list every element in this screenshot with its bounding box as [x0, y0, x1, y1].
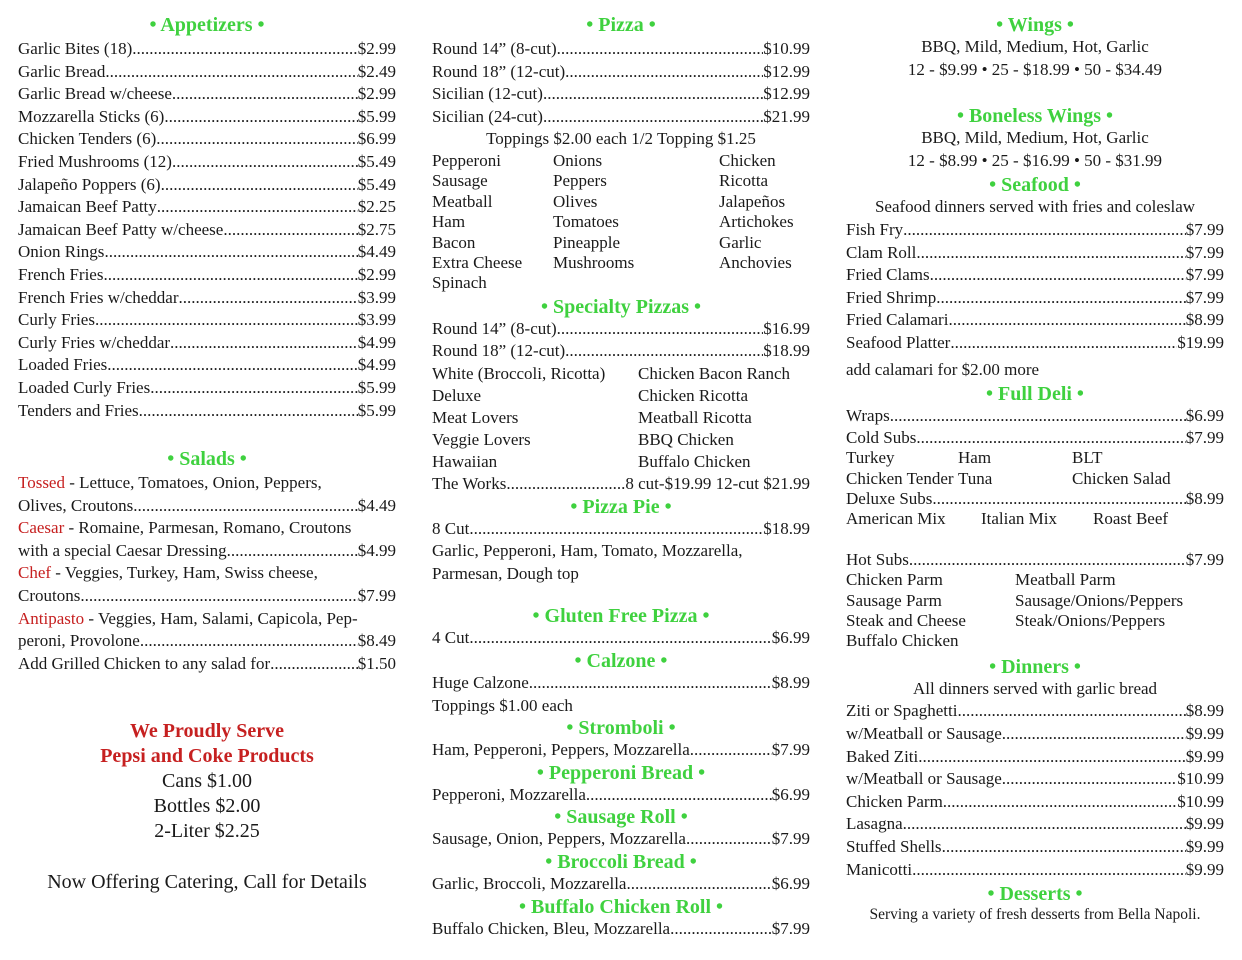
topping: Pineapple	[553, 232, 621, 252]
sub-type: Roast Beef	[1093, 509, 1169, 529]
sub-type: Chicken Parm	[846, 570, 943, 590]
buffalo-roll-heading: • Buffalo Chicken Roll •	[518, 895, 724, 918]
menu-item: French Fries ..... $2.99	[18, 264, 396, 287]
stromboli-heading: • Stromboli •	[566, 717, 676, 740]
wings-heading: • Wings •	[996, 14, 1074, 36]
menu-item: Fried Shrimp ..... $7.99	[846, 287, 1224, 310]
menu-item: Onion Rings ..... $4.49	[18, 241, 396, 264]
beverage-cans: Cans $1.00	[162, 770, 252, 793]
menu-item: Curly Fries ..... $3.99	[18, 309, 396, 332]
menu-item: Sicilian (24-cut) ..... $21.99	[432, 106, 810, 129]
menu-item: Fish Fry ..... $7.99	[846, 219, 1224, 242]
calzone-item: Huge Calzone ..... $8.99	[432, 672, 810, 695]
sub-type: Steak and Cheese	[846, 610, 966, 630]
menu-item: Garlic Bites (18) ..... $2.99	[18, 38, 396, 61]
specialty-type: White (Broccoli, Ricotta)	[432, 364, 606, 383]
wings-prices: 12 - $9.99 • 25 - $18.99 • 50 - $34.49	[907, 59, 1163, 79]
menu-item: Baked Ziti ..... $9.99	[846, 746, 1224, 769]
specialty-types-grid	[432, 363, 810, 473]
sub-type: Chicken Tender	[846, 468, 954, 488]
sub-type: Sausage Parm	[846, 590, 942, 610]
menu-item: French Fries w/cheddar ..... $3.99	[18, 287, 396, 310]
sausage-roll-heading: • Sausage Roll •	[554, 806, 688, 829]
menu-item: Round 18” (12-cut) ..... $18.99	[432, 340, 810, 363]
menu-item: Loaded Fries ..... $4.99	[18, 354, 396, 377]
pizza-pie-item: 8 Cut ..... $18.99	[432, 518, 810, 541]
salad-caesar: Caesar - Romaine, Parmesan, Romano, Croutons	[18, 518, 352, 538]
topping: Jalapeños	[719, 191, 786, 211]
pepperoni-bread-item: Pepperoni, Mozzarella ..... $6.99	[432, 784, 810, 807]
menu-item: Sicilian (12-cut) ..... $12.99	[432, 83, 810, 106]
sub-type: BLT	[1072, 448, 1103, 468]
pepperoni-bread-heading: • Pepperoni Bread •	[536, 761, 706, 784]
topping	[553, 273, 719, 293]
menu-column-left	[18, 14, 396, 895]
beverages-brands: Pepsi and Coke Products	[100, 745, 314, 768]
seafood-addon: add calamari for $2.00 more	[846, 359, 1040, 379]
stromboli-item: Ham, Pepperoni, Peppers, Mozzarella ..... $7.99	[432, 739, 810, 762]
topping: Ham	[432, 212, 466, 232]
appetizers-list	[18, 38, 396, 422]
menu-item: Chicken Tenders (6) ..... $6.99	[18, 128, 396, 151]
menu-item: Chicken Parm ..... $10.99	[846, 791, 1224, 814]
topping: Ricotta	[719, 171, 769, 191]
salads-list	[18, 472, 396, 675]
boneless-flavors: BBQ, Mild, Medium, Hot, Garlic	[921, 128, 1149, 148]
buffalo-roll-item: Buffalo Chicken, Bleu, Mozzarella ..... $7.99	[432, 918, 810, 941]
boneless-prices: 12 - $8.99 • 25 - $16.99 • 50 - $31.99	[907, 150, 1163, 170]
salad-caesar-price-line: with a special Caesar Dressing ..... $4.99	[18, 540, 396, 563]
topping: Meatball	[432, 191, 493, 211]
sub-type: Tuna	[958, 468, 993, 488]
sub-type: Ham	[958, 448, 992, 468]
cold-sub-types	[846, 448, 1224, 489]
deli-hot-subs: Hot Subs ..... $7.99	[846, 550, 1224, 570]
beverage-bottles: Bottles $2.00	[153, 795, 261, 818]
topping: Anchovies	[719, 253, 792, 272]
salad-tossed: Tossed - Lettuce, Tomatoes, Onion, Peppers,	[18, 473, 322, 493]
topping: Olives	[553, 191, 598, 211]
specialty-heading: • Specialty Pizzas •	[540, 295, 702, 318]
the-works-item: The Works ..... 8 cut-$19.99 12-cut $21.99	[432, 473, 810, 496]
topping: Bacon	[432, 232, 476, 252]
beverages-block	[18, 719, 396, 844]
topping: Extra Cheese	[432, 253, 523, 272]
salad-tossed-price-line: Olives, Croutons ..... $4.49	[18, 495, 396, 518]
specialty-type: Deluxe	[432, 386, 482, 405]
toppings-grid	[432, 151, 810, 294]
broccoli-bread-item: Garlic, Broccoli, Mozzarella ..... $6.99	[432, 873, 810, 896]
sub-type: Sausage/Onions/Peppers	[1015, 590, 1184, 610]
menu-item: Clam Roll ..... $7.99	[846, 242, 1224, 265]
menu-item: Tenders and Fries ..... $5.99	[18, 400, 396, 423]
salad-chef: Chef - Veggies, Turkey, Ham, Swiss cheese,	[18, 563, 318, 583]
seafood-list	[846, 219, 1224, 355]
menu-item: Stuffed Shells ..... $9.99	[846, 836, 1224, 859]
specialty-type: Chicken Ricotta	[638, 386, 749, 405]
deli-cold-subs: Cold Subs ..... $7.99	[846, 428, 1224, 448]
salad-addon: Add Grilled Chicken to any salad for ..... $1.50	[18, 653, 396, 676]
appetizers-heading: • Appetizers •	[149, 14, 265, 36]
pizza-pie-desc-2: Parmesan, Dough top	[432, 563, 579, 583]
specialty-type: BBQ Chicken	[638, 430, 734, 449]
topping: Mushrooms	[553, 253, 635, 272]
specialty-type: Meat Lovers	[432, 408, 519, 427]
salad-chef-price-line: Croutons ..... $7.99	[18, 585, 396, 608]
sub-type	[1015, 631, 1224, 651]
sausage-roll-item: Sausage, Onion, Peppers, Mozzarella ..... $7.99	[432, 828, 810, 851]
menu-item: w/Meatball or Sausage ..... $9.99	[846, 723, 1224, 746]
sub-type: Turkey	[846, 448, 895, 468]
menu-item: Loaded Curly Fries ..... $5.99	[18, 377, 396, 400]
boneless-heading: • Boneless Wings •	[956, 105, 1114, 128]
desserts-heading: • Desserts •	[987, 883, 1083, 906]
pizza-pie-desc: Garlic, Pepperoni, Ham, Tomato, Mozzarella,	[432, 541, 743, 561]
dinners-note: All dinners served with garlic bread	[912, 678, 1158, 698]
menu-item: Jamaican Beef Patty ..... $2.25	[18, 196, 396, 219]
menu-item: w/Meatball or Sausage ..... $10.99	[846, 768, 1224, 791]
topping: Tomatoes	[553, 212, 619, 232]
menu-item: Round 14” (8-cut) ..... $16.99	[432, 318, 810, 341]
specialty-type: Chicken Bacon Ranch	[638, 364, 791, 383]
topping: Spinach	[432, 273, 487, 293]
menu-item: Lasagna ..... $9.99	[846, 813, 1224, 836]
salads-heading: • Salads •	[167, 448, 247, 471]
menu-item: Fried Clams ..... $7.99	[846, 264, 1224, 287]
topping: Sausage	[432, 171, 488, 191]
deli-heading: • Full Deli •	[986, 383, 1084, 406]
gluten-free-item: 4 Cut ..... $6.99	[432, 627, 810, 650]
menu-item: Mozzarella Sticks (6) ..... $5.99	[18, 106, 396, 129]
topping: Onions	[553, 150, 603, 170]
sub-type: Italian Mix	[981, 509, 1058, 529]
calzone-heading: • Calzone •	[574, 649, 668, 672]
menu-column-right	[846, 14, 1224, 925]
seafood-note: Seafood dinners served with fries and coleslaw	[874, 197, 1196, 217]
menu-item: Fried Calamari ..... $8.99	[846, 309, 1224, 332]
pizza-list	[432, 38, 810, 128]
topping: Garlic	[719, 232, 762, 252]
hot-sub-types	[846, 570, 1224, 652]
specialty-type: Meatball Ricotta	[638, 408, 752, 427]
beverage-2-liter: 2-Liter $2.25	[154, 820, 260, 843]
menu-item: Round 14” (8-cut) ..... $10.99	[432, 38, 810, 61]
salad-antipasto: Antipasto - Veggies, Ham, Salami, Capicola, Pep-	[18, 608, 358, 628]
deluxe-sub-types	[846, 509, 1224, 529]
menu-item: Garlic Bread w/cheese ..... $2.99	[18, 83, 396, 106]
sub-type: Steak/Onions/Peppers	[1015, 610, 1166, 630]
pizza-heading: • Pizza •	[586, 14, 656, 36]
dinners-list	[846, 700, 1224, 881]
catering-note: Now Offering Catering, Call for Details	[47, 871, 367, 894]
specialty-list	[432, 318, 810, 363]
menu-item: Curly Fries w/cheddar ..... $4.99	[18, 332, 396, 355]
menu-item: Jalapeño Poppers (6) ..... $5.49	[18, 174, 396, 197]
seafood-heading: • Seafood •	[989, 174, 1081, 197]
gluten-free-heading: • Gluten Free Pizza •	[532, 605, 710, 628]
deli-wraps: Wraps ..... $6.99	[846, 405, 1224, 428]
menu-item: Fried Mushrooms (12) ..... $5.49	[18, 151, 396, 174]
menu-column-middle	[432, 14, 810, 940]
menu-item: Round 18” (12-cut) ..... $12.99	[432, 61, 810, 84]
calzone-note: Toppings $1.00 each	[432, 695, 573, 715]
sub-type: Chicken Salad	[1072, 468, 1171, 488]
specialty-type: Hawaiian	[432, 452, 498, 471]
topping: Chicken	[719, 150, 776, 170]
wings-flavors: BBQ, Mild, Medium, Hot, Garlic	[921, 37, 1149, 56]
sub-type: American Mix	[846, 509, 946, 529]
salad-antipasto-price-line: peroni, Provolone ..... $8.49	[18, 630, 396, 653]
deli-deluxe-subs: Deluxe Subs ..... $8.99	[846, 489, 1224, 509]
dinners-heading: • Dinners •	[989, 655, 1081, 678]
menu-item: Seafood Platter ..... $19.99	[846, 332, 1224, 355]
specialty-type: Buffalo Chicken	[638, 452, 751, 471]
specialty-type: Veggie Lovers	[432, 430, 531, 449]
topping	[719, 273, 810, 293]
beverages-heading: We Proudly Serve	[129, 720, 285, 743]
menu-item: Jamaican Beef Patty w/cheese ..... $2.75	[18, 219, 396, 242]
topping: Artichokes	[719, 212, 794, 232]
menu-item: Garlic Bread ..... $2.49	[18, 61, 396, 84]
toppings-note: Toppings $2.00 each 1/2 Topping $1.25	[486, 129, 756, 149]
menu-item: Manicotti ..... $9.99	[846, 859, 1224, 882]
sub-type: Meatball Parm	[1015, 570, 1116, 590]
broccoli-bread-heading: • Broccoli Bread •	[545, 850, 697, 873]
topping: Peppers	[553, 171, 607, 191]
topping: Pepperoni	[432, 150, 501, 170]
pizza-pie-heading: • Pizza Pie •	[570, 495, 672, 518]
sub-type: Buffalo Chicken	[846, 631, 959, 651]
desserts-note: Serving a variety of fresh desserts from Bella Napoli.	[869, 906, 1201, 924]
menu-item: Ziti or Spaghetti ..... $8.99	[846, 700, 1224, 723]
